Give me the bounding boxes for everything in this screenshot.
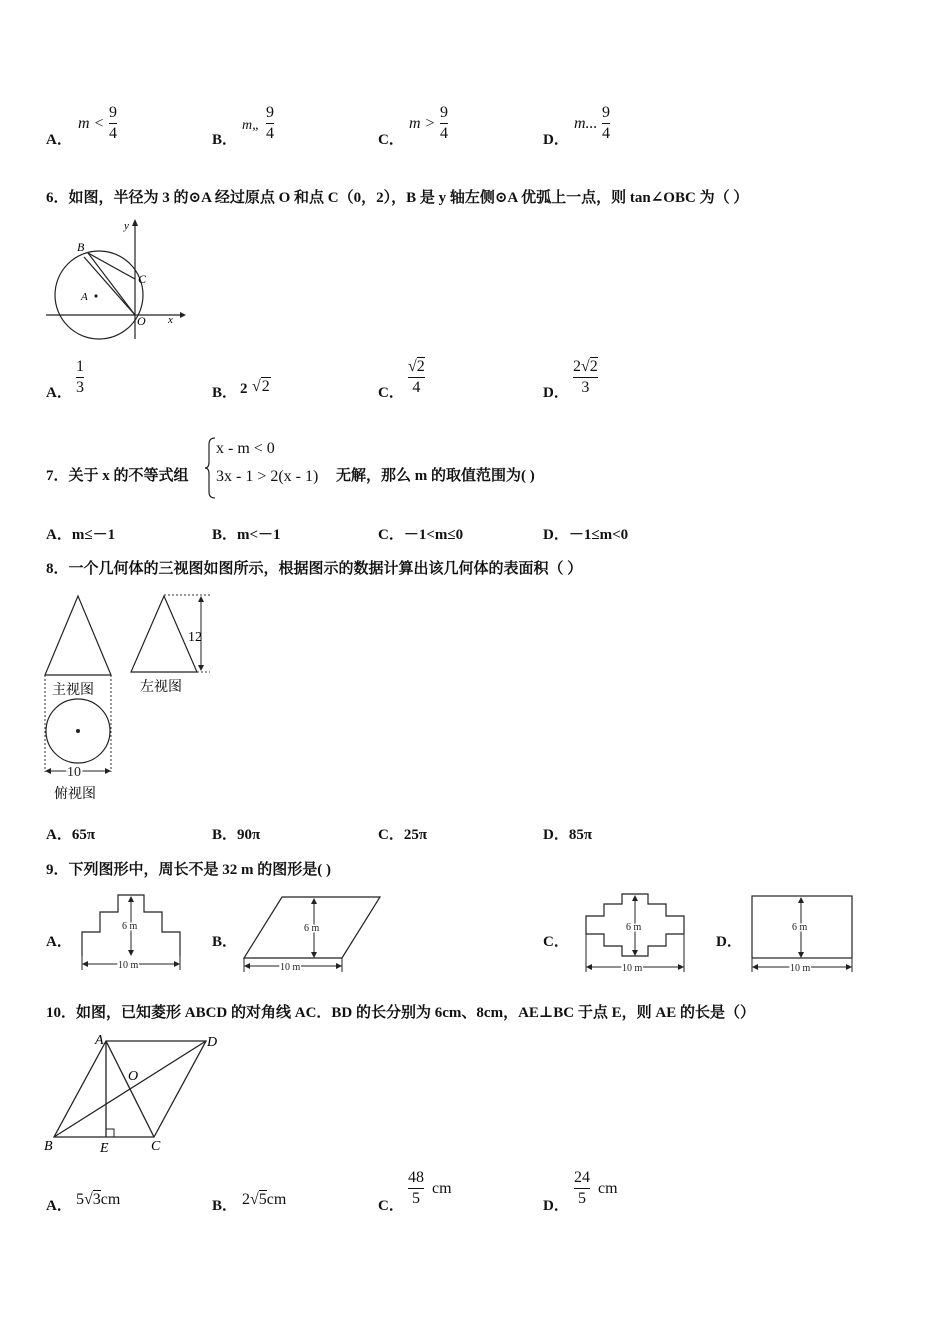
q9-a-height-label: 6 m	[122, 921, 138, 932]
q6-axis-x: x	[168, 314, 173, 326]
q7-option-b: B．m<－1	[212, 527, 281, 543]
q5-option-a-relation: m <	[78, 115, 105, 132]
q6-option-d-label: D．	[543, 385, 569, 401]
q9-b-height-label: 6 m	[304, 923, 320, 934]
q9-option-a-figure	[78, 890, 188, 975]
q6-option-d-fraction: $\frac{2√2}{3}$	[573, 358, 598, 396]
q10-point-o: O	[128, 1069, 139, 1084]
q10-rhombus-figure	[40, 1030, 230, 1158]
q10-point-b: B	[44, 1139, 53, 1154]
q10-point-d: D	[207, 1035, 218, 1050]
q9-option-d-label: D．	[716, 934, 742, 950]
q8-front-view-label: 主视图	[52, 683, 94, 698]
q7-inequality-2: 3x - 1 > 2(x - 1)	[216, 468, 319, 485]
q10-option-b-value: 2√5cm	[242, 1191, 287, 1208]
q6-question-text: 6．如图，半径为 3 的⊙A 经过原点 O 和点 C（0，2），B 是 y 轴左侧⊙A 优弧上一点，则 tan∠OBC 为（ ）	[46, 190, 749, 206]
q10-question-text: 10．如图，已知菱形 ABCD 的对角线 AC．BD 的长分别为 6cm、8cm，AE⊥BC 于点 E，则 AE 的长是（）	[46, 1005, 755, 1021]
q6-point-o: O	[137, 314, 146, 328]
q5-option-c-label: C．	[378, 132, 404, 148]
q8-option-d: D．85π	[543, 827, 593, 843]
q9-option-b-figure	[240, 892, 386, 975]
q9-option-b-label: B．	[212, 934, 238, 950]
q6-circle-figure	[44, 216, 194, 346]
q10-option-d-fraction: $\frac{24}{5}$	[574, 1169, 590, 1207]
q7-inequality-1: x - m < 0	[216, 440, 275, 457]
q5-option-b-label: B．	[212, 132, 238, 148]
q5-option-c-fraction: $\frac{9}{4}$	[440, 104, 448, 142]
q9-d-height-label: 6 m	[792, 922, 808, 933]
q5-option-b-fraction: $\frac{9}{4}$	[266, 104, 274, 142]
q7-option-d: D．－1≤m<0	[543, 527, 629, 543]
q6-option-b-label: B．	[212, 385, 238, 401]
q5-option-d-relation: m...	[574, 115, 598, 132]
q5-option-a-label: A．	[46, 132, 72, 148]
q6-point-a: A	[81, 291, 88, 303]
q8-option-b: B．90π	[212, 827, 261, 843]
q10-option-c-fraction: $\frac{48}{5}$	[408, 1169, 424, 1207]
q10-option-a-label: A．	[46, 1198, 72, 1214]
q10-option-c-unit: cm	[432, 1180, 452, 1197]
q8-height-label: 12	[188, 630, 202, 645]
q7-option-a: A．m≤－1	[46, 527, 116, 543]
q10-option-a-value: 5√3cm	[76, 1191, 121, 1208]
q7-question-prefix: 7．关于 x 的不等式组	[46, 468, 189, 484]
q7-option-c: C．－1<m≤0	[378, 527, 464, 543]
q6-point-b: B	[77, 240, 85, 254]
q9-option-d-figure	[748, 892, 858, 976]
q10-point-e: E	[100, 1141, 109, 1156]
q9-b-width-label: 10 m	[280, 962, 301, 973]
q6-option-b-radical: √2	[252, 378, 270, 395]
q5-option-d-label: D．	[543, 132, 569, 148]
q7-brace	[203, 436, 217, 500]
q8-question-text: 8．一个几何体的三视图如图所示，根据图示的数据计算出该几何体的表面积（ ）	[46, 561, 583, 577]
q10-point-a: A	[95, 1033, 104, 1048]
q5-option-d-fraction: $\frac{9}{4}$	[602, 104, 610, 142]
q5-option-c-relation: m >	[409, 115, 436, 132]
q9-question-text: 9．下列图形中，周长不是 32 m 的图形是( )	[46, 862, 331, 878]
q6-option-b-coef: 2	[240, 381, 248, 397]
q6-point-c: C	[138, 272, 147, 286]
q5-option-a-fraction: $\frac{9}{4}$	[109, 104, 117, 142]
q8-left-view-label: 左视图	[140, 680, 182, 695]
q8-three-view-figure	[38, 588, 218, 808]
q9-c-height-label: 6 m	[626, 922, 642, 933]
q8-option-c: C．25π	[378, 827, 428, 843]
q10-option-d-unit: cm	[598, 1180, 618, 1197]
q6-axis-y: y	[124, 220, 129, 232]
q9-option-c-figure	[582, 890, 692, 976]
q5-option-b-relation: m„	[242, 118, 260, 133]
q8-diameter-label: 10	[67, 765, 81, 780]
q9-d-width-label: 10 m	[790, 963, 811, 974]
q9-a-width-label: 10 m	[118, 960, 139, 971]
q10-option-b-label: B．	[212, 1198, 238, 1214]
q6-option-a-fraction: $\frac{1}{3}$	[76, 358, 84, 396]
q9-c-width-label: 10 m	[622, 963, 643, 974]
q10-point-c: C	[151, 1139, 161, 1154]
q6-option-a-label: A．	[46, 385, 72, 401]
q6-option-c-label: C．	[378, 385, 404, 401]
q9-option-c-label: C．	[543, 934, 569, 950]
q8-option-a: A．65π	[46, 827, 96, 843]
q8-top-view-label: 俯视图	[54, 787, 96, 802]
q10-option-d-label: D．	[543, 1198, 569, 1214]
q10-option-c-label: C．	[378, 1198, 404, 1214]
q9-option-a-label: A．	[46, 934, 72, 950]
q7-question-suffix: 无解，那么 m 的取值范围为( )	[336, 468, 535, 484]
q6-option-c-fraction: $\frac{√2}{4}$	[408, 358, 425, 396]
